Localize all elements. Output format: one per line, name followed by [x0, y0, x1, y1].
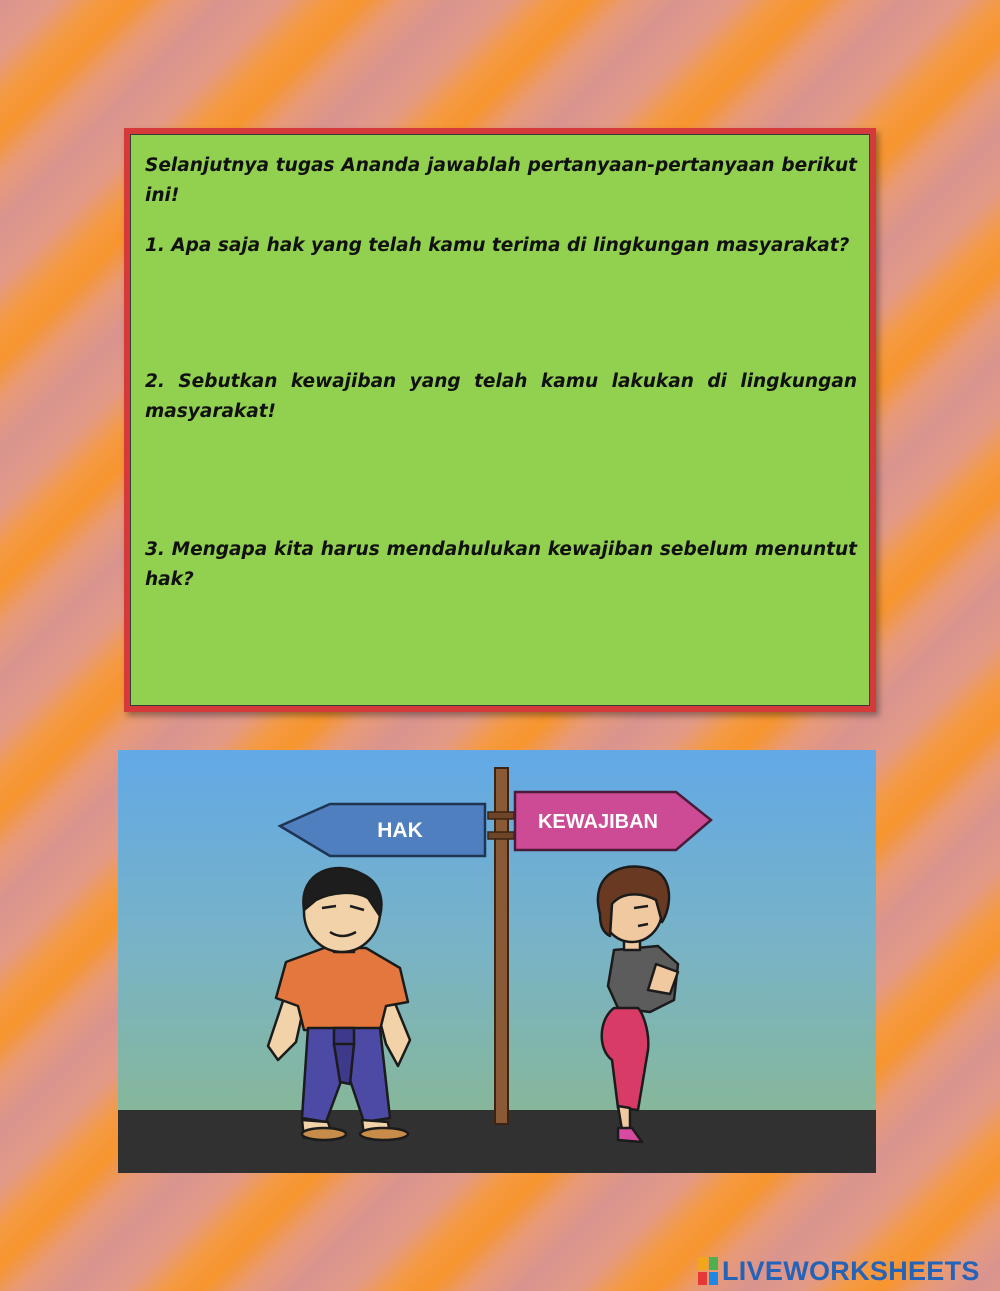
- question-3: 3. Mengapa kita harus mendahulukan kewajiban sebelum menuntut hak?: [145, 539, 857, 590]
- question-card: [124, 128, 876, 712]
- question-1: 1. Apa saja hak yang telah kamu terima di lingkungan masyarakat?: [145, 235, 850, 256]
- instruction-text: Selanjutnya tugas Ananda jawablah pertanyaan-pertanyaan berikut ini!: [145, 155, 857, 206]
- liveworksheets-logo-text: LIVEWORKSHEETS: [722, 1255, 980, 1286]
- sign-kewajiban-label: KEWAJIBAN: [537, 811, 659, 833]
- sign-hak-label: HAK: [377, 819, 423, 842]
- liveworksheets-logo: [698, 1254, 980, 1288]
- signpost-pole: [495, 768, 508, 1124]
- question-2: 2. Sebutkan kewajiban yang telah kamu lakukan di lingkungan masyarakat!: [145, 371, 857, 422]
- question-card-body: [130, 134, 870, 706]
- rights-duties-illustration: [118, 750, 876, 1173]
- liveworksheets-logo-icon: [698, 1257, 718, 1285]
